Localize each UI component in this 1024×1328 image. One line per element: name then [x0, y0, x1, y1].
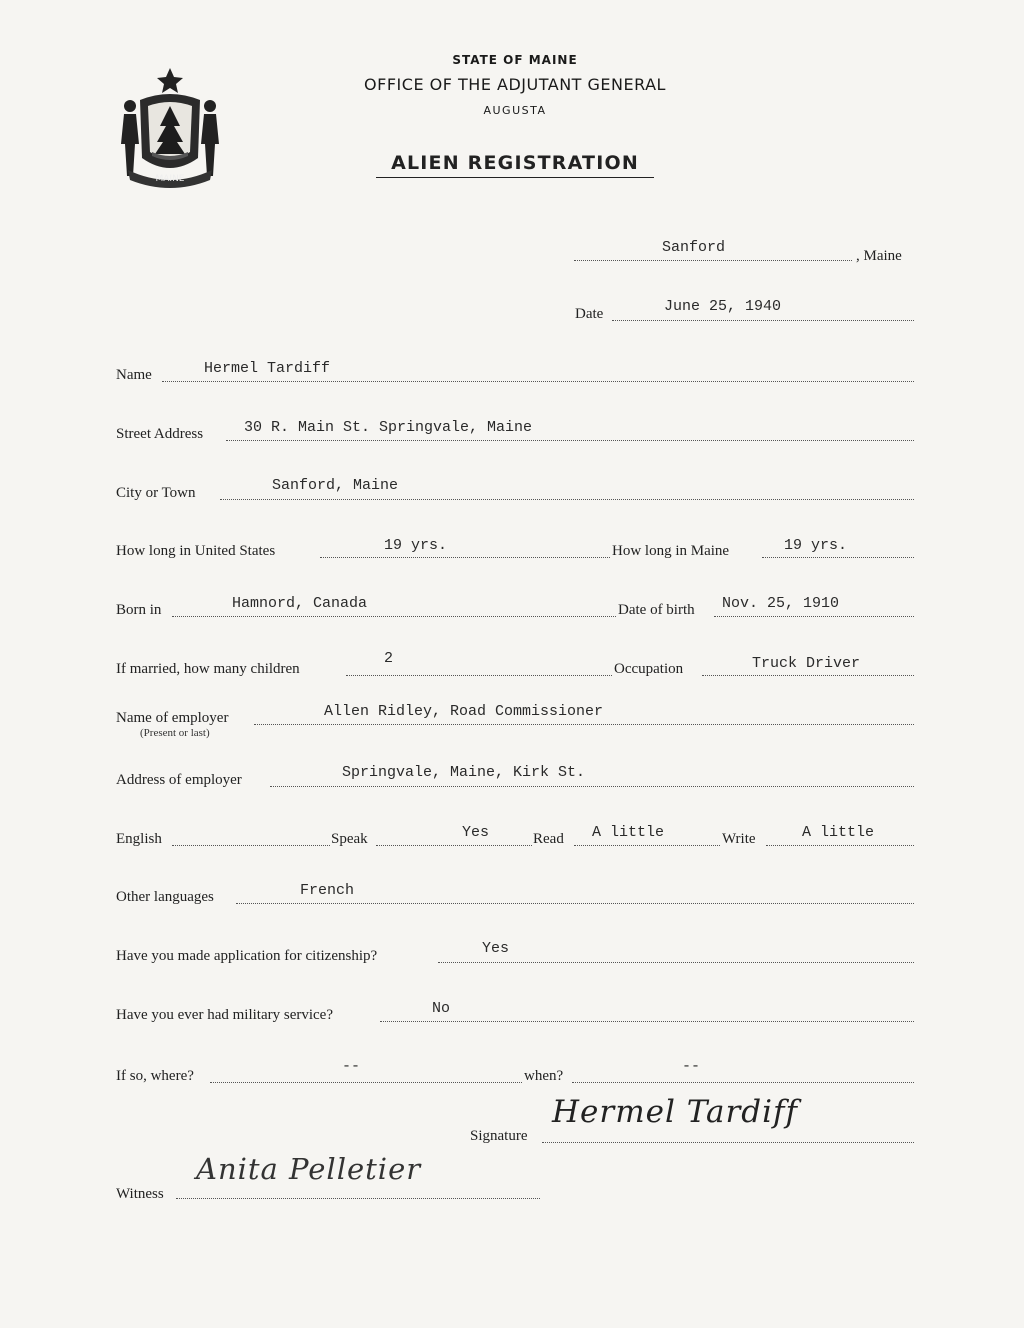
write-label: Write [722, 831, 756, 847]
if-so-where-line [210, 1082, 522, 1083]
born-in-label: Born in [116, 602, 162, 618]
employer-address-label: Address of employer [116, 772, 242, 788]
office-heading: OFFICE OF THE ADJUTANT GENERAL [364, 75, 666, 94]
location-line [574, 260, 852, 261]
speak-line [376, 845, 532, 846]
if-so-when-value[interactable]: -- [682, 1058, 701, 1075]
form-title: ALIEN REGISTRATION [376, 152, 654, 178]
location-suffix: , Maine [856, 248, 902, 264]
street-value[interactable]: 30 R. Main St. Springvale, Maine [244, 419, 533, 436]
occupation-line [702, 675, 914, 676]
citizenship-line [438, 962, 914, 963]
maine-state-seal-icon [118, 66, 222, 190]
how-long-maine-line [762, 557, 914, 558]
born-in-value[interactable]: Hamnord, Canada [232, 595, 368, 612]
employer-label: Name of employer [116, 710, 229, 726]
if-so-where-label: If so, where? [116, 1068, 194, 1084]
occupation-label: Occupation [614, 661, 684, 677]
witness-line [176, 1198, 540, 1199]
employer-sublabel: (Present or last) [140, 727, 210, 739]
write-value[interactable]: A little [802, 824, 875, 841]
date-of-birth-value[interactable]: Nov. 25, 1910 [722, 595, 840, 612]
employer-address-value[interactable]: Springvale, Maine, Kirk St. [342, 764, 586, 781]
seal-banner-text: MAINE [155, 174, 185, 184]
city-town-line [220, 499, 914, 500]
signature-value[interactable]: Hermel Tardiff [552, 1094, 798, 1130]
read-label: Read [533, 831, 564, 847]
if-so-where-value[interactable]: -- [342, 1058, 361, 1075]
children-value[interactable]: 2 [384, 650, 394, 667]
employer-line [254, 724, 914, 725]
date-of-birth-line [714, 616, 914, 617]
signature-line [542, 1142, 914, 1143]
children-line [346, 675, 612, 676]
read-line [574, 845, 720, 846]
other-languages-value[interactable]: French [300, 882, 355, 899]
name-line [162, 381, 914, 382]
city-town-value[interactable]: Sanford, Maine [272, 477, 399, 494]
born-in-line [172, 616, 616, 617]
speak-value[interactable]: Yes [462, 824, 490, 841]
date-value[interactable]: June 25, 1940 [664, 298, 782, 315]
employer-value[interactable]: Allen Ridley, Road Commissioner [324, 703, 604, 720]
speak-label: Speak [331, 831, 368, 847]
children-label: If married, how many children [116, 661, 300, 677]
signature-label: Signature [470, 1128, 528, 1144]
other-languages-label: Other languages [116, 889, 214, 905]
date-line [612, 320, 914, 321]
employer-address-line [270, 786, 914, 787]
how-long-us-line [320, 557, 610, 558]
witness-value[interactable]: Anita Pelletier [196, 1152, 422, 1186]
how-long-maine-value[interactable]: 19 yrs. [784, 537, 848, 554]
english-line [172, 845, 330, 846]
military-value[interactable]: No [432, 1000, 451, 1017]
street-label: Street Address [116, 426, 204, 442]
read-value[interactable]: A little [592, 824, 665, 841]
other-languages-line [236, 903, 914, 904]
how-long-maine-label: How long in Maine [612, 543, 730, 559]
witness-label: Witness [116, 1186, 164, 1202]
how-long-us-value[interactable]: 19 yrs. [384, 537, 448, 554]
occupation-value[interactable]: Truck Driver [752, 655, 861, 672]
english-label: English [116, 831, 162, 847]
city-town-label: City or Town [116, 485, 196, 501]
citizenship-value[interactable]: Yes [482, 940, 510, 957]
military-label: Have you ever had military service? [116, 1007, 333, 1023]
if-so-when-line [572, 1082, 914, 1083]
if-so-when-label: when? [524, 1068, 564, 1084]
name-value[interactable]: Hermel Tardiff [204, 360, 331, 377]
date-of-birth-label: Date of birth [618, 602, 695, 618]
military-line [380, 1021, 914, 1022]
write-line [766, 845, 914, 846]
name-label: Name [116, 367, 152, 383]
how-long-us-label: How long in United States [116, 543, 276, 559]
date-label: Date [575, 306, 604, 322]
citizenship-label: Have you made application for citizenship? [116, 948, 378, 964]
state-heading: STATE OF MAINE [452, 53, 578, 67]
location-value[interactable]: Sanford [662, 239, 726, 256]
street-line [226, 440, 914, 441]
city-heading: AUGUSTA [483, 104, 547, 117]
